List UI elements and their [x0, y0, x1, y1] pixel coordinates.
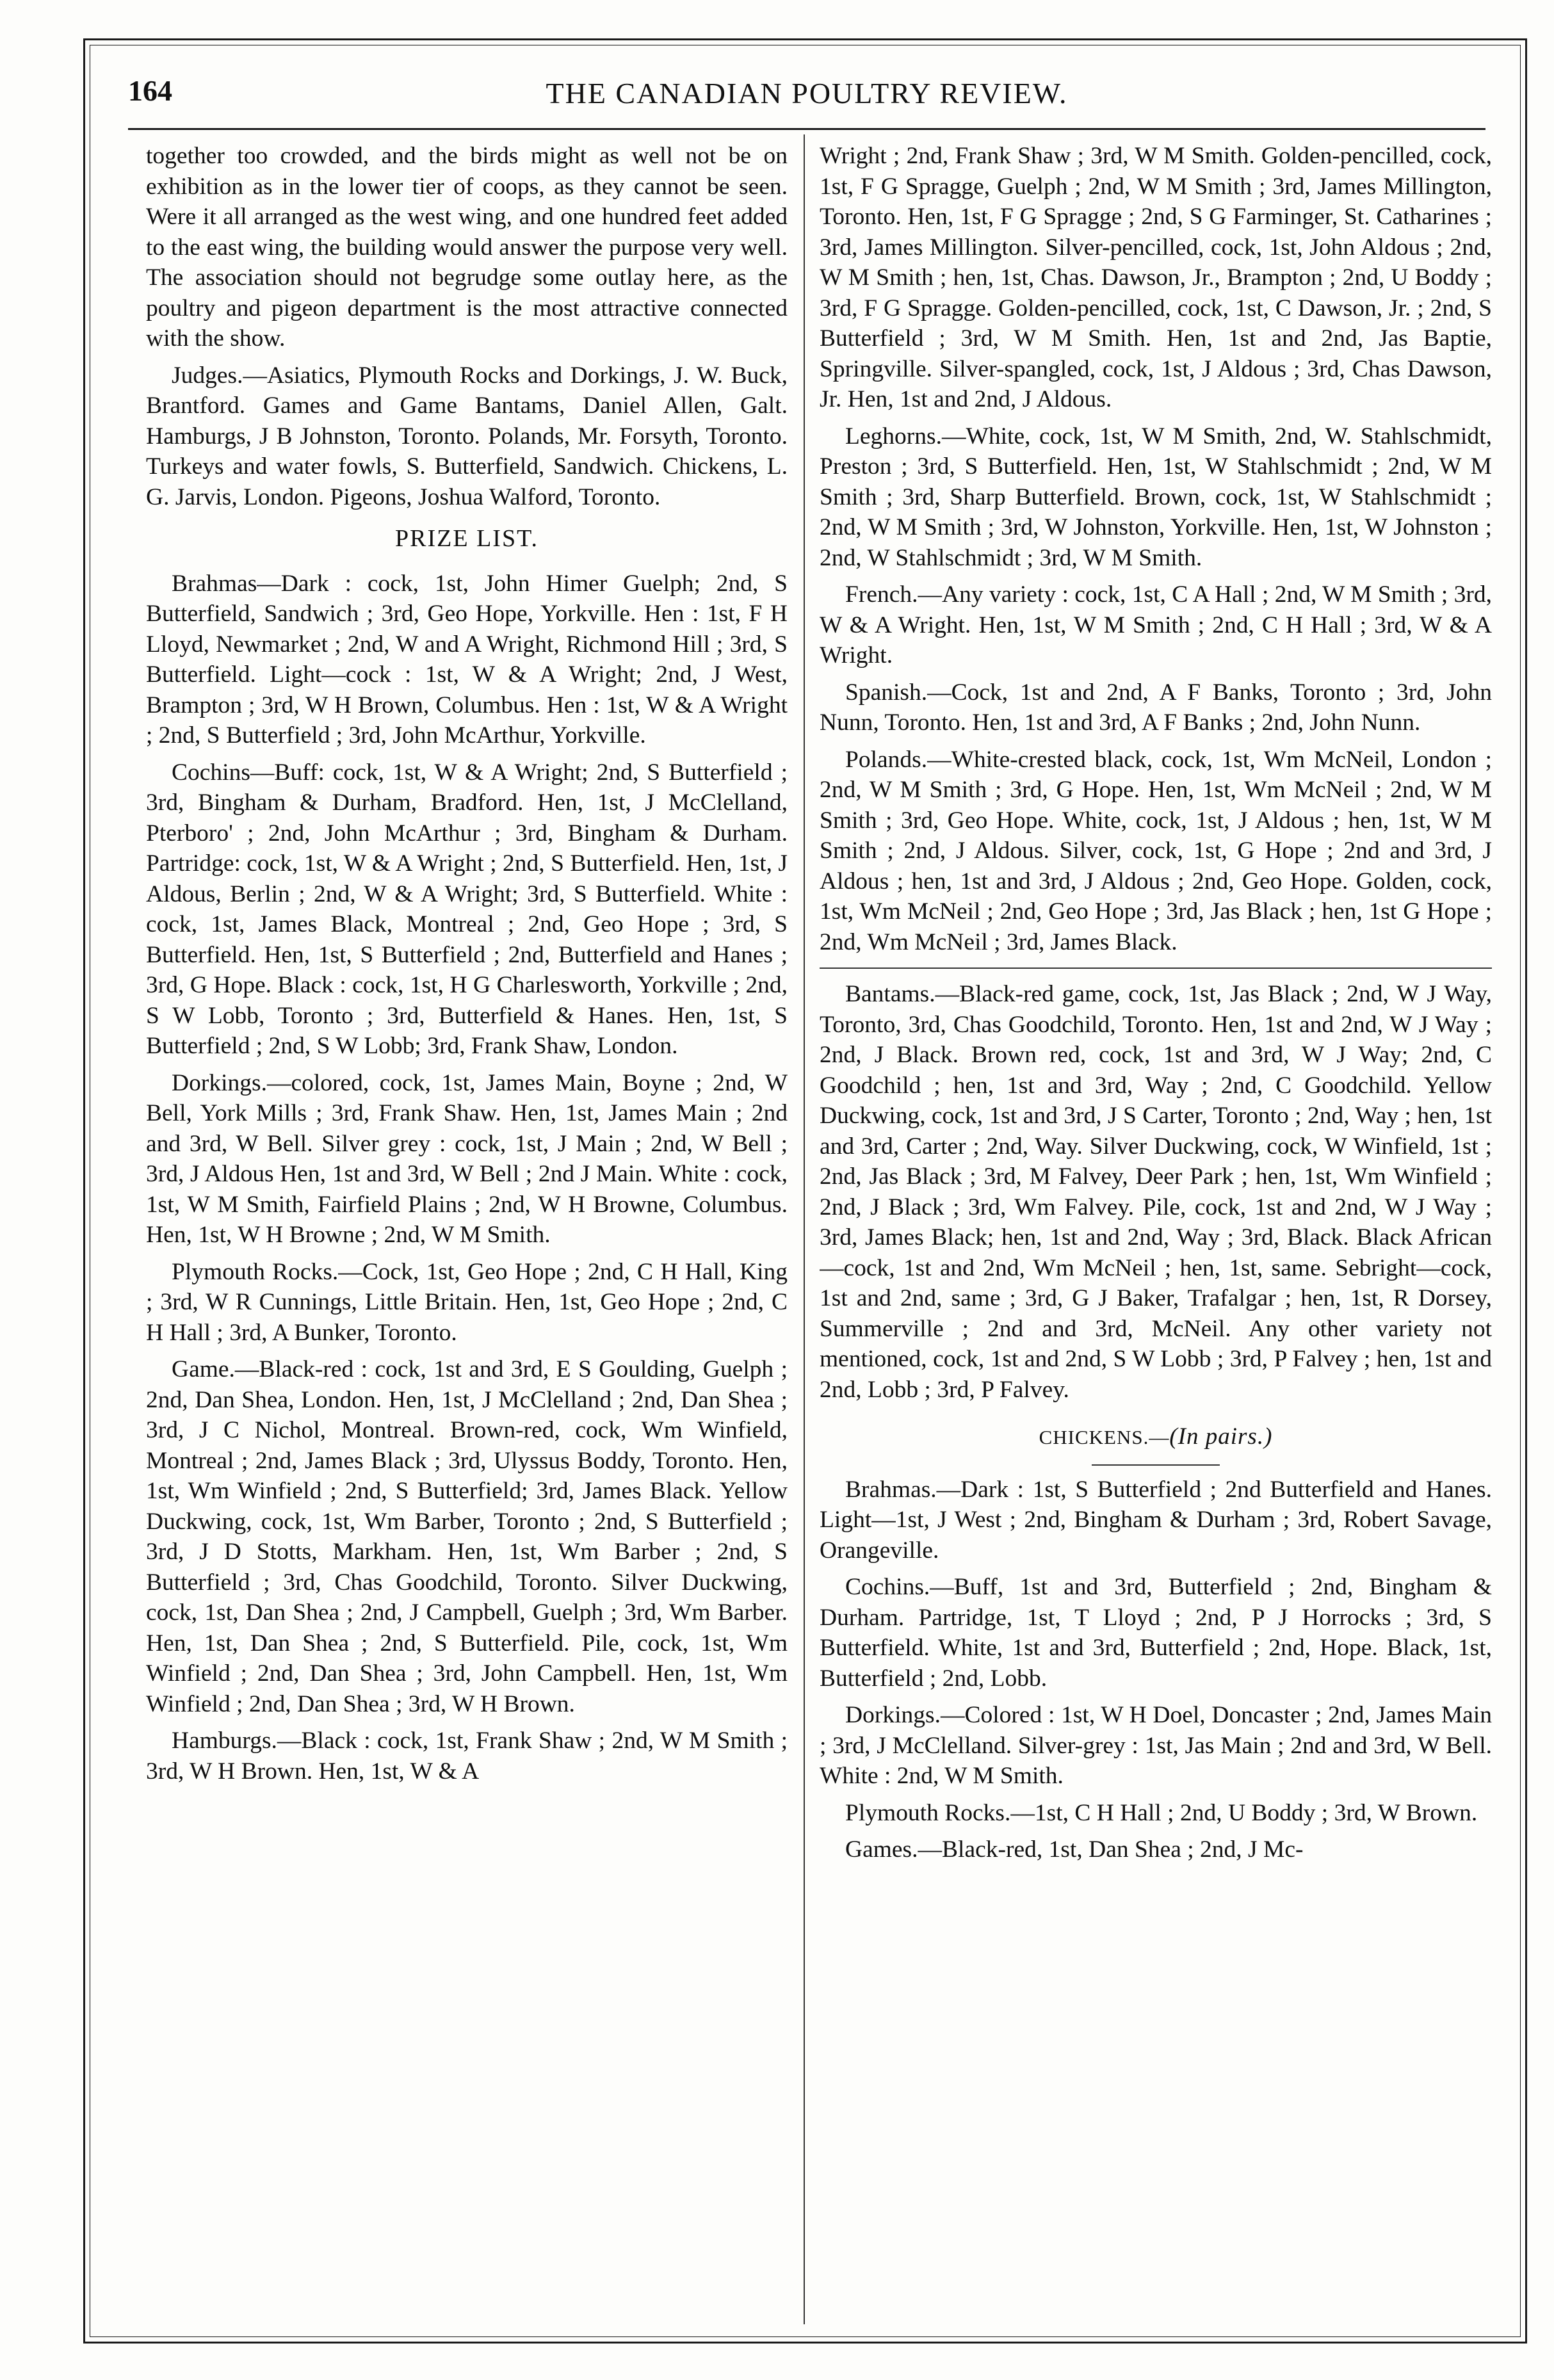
page-header — [128, 67, 1485, 125]
paragraph-chickens-dorkings: Dorkings.—Colored : 1st, W H Doel, Doncaster ; 2nd, James Main ; 3rd, J McClelland. Silver-grey : 1st, Jas Main ; 2nd and 3rd, W Bell. White : 2nd, W M Smith. — [820, 1702, 1492, 1789]
running-title: THE CANADIAN POULTRY REVIEW. — [546, 77, 1068, 109]
paragraph-plymouth-rocks: Plymouth Rocks.—Cock, 1st, Geo Hope ; 2nd, C H Hall, King ; 3rd, W R Cunnings, Little Britain. Hen, 1st, Geo Hope ; 2nd, C H Hall ; 3rd, A Bunker, Toronto. — [146, 1258, 788, 1346]
header-rule — [128, 128, 1485, 130]
left-column — [146, 141, 788, 2331]
paragraph-chickens-cochins: Cochins.—Buff, 1st and 3rd, Butterfield ; 2nd, Bingham & Durham. Partridge, 1st, T Lloyd ; 2nd, P J Horrocks ; 3rd, S Butterfield. White, 1st and 3rd, Butterfield ; 2nd, Hope. Black, 1st, Butterfield ; 2nd, Lobb. — [820, 1574, 1492, 1692]
paragraph-chickens-plymouth-rocks: Plymouth Rocks.—1st, C H Hall ; 2nd, U Boddy ; 3rd, W Brown. — [845, 1799, 1478, 1826]
paragraph-dorkings: Dorkings.—colored, cock, 1st, James Main, Boyne ; 2nd, W Bell, York Mills ; 3rd, Frank Shaw. Hen, 1st, James Main ; 2nd and 3rd, W Bell. Silver grey : cock, 1st, J Main ; 2nd, W Bell ; 3rd, J Aldous Hen, 1st and 3rd, W Bell ; 2nd J Main. White : cock, 1st, W M Smith, Fairfield Plains ; 2nd, W H Browne, Columbus. Hen, 1st, W H Browne ; 2nd, W M Smith. — [146, 1069, 788, 1248]
prize-list-heading: PRIZE LIST. — [395, 525, 538, 552]
right-column — [820, 141, 1492, 2331]
paragraph-hamburgs: Hamburgs.—Black : cock, 1st, Frank Shaw ; 2nd, W M Smith ; 3rd, W H Brown. Hen, 1st, W & A — [146, 1728, 788, 1785]
paragraph-coop-remarks: together too crowded, and the birds might as well not be on exhibition as in the lower tier of coops, as they cannot be seen. Were it all arranged as the west wing, and one hundred feet added to the east wing, the building would answer the purpose very well. The association should not begrudge some outlay here, as the poultry and pigeon department is the most attractive connected with the show. — [146, 143, 788, 352]
paragraph-chickens-games: Games.—Black-red, 1st, Dan Shea ; 2nd, J Mc- — [845, 1836, 1304, 1863]
paragraph-cochins: Cochins—Buff: cock, 1st, W & A Wright; 2nd, S Butterfield ; 3rd, Bingham & Durham, Bradford. Hen, 1st, J McClelland, Pterboro' ; 2nd, John McArthur ; 3rd, Bingham & Durham. Partridge: cock, 1st, W & A Wright ; 2nd, S Butterfield. Hen, 1st, J Aldous, Berlin ; 2nd, W & A Wright; 3rd, S Butterfield. White : cock, 1st, James Black, Montreal ; 2nd, Geo Hope ; 3rd, S Butterfield. Hen, 1st, S Butterfield ; 2nd, Butterfield and Hanes ; 3rd, G Hope. Black : cock, 1st, H G Charlesworth, Yorkville ; 2nd, S W Lobb, Toronto ; 3rd, Butterfield & Hanes. Hen, 1st, S Butterfield ; 2nd, S W Lobb; 3rd, Frank Shaw, London. — [146, 759, 788, 1059]
paragraph-brahmas: Brahmas—Dark : cock, 1st, John Himer Guelph; 2nd, S Butterfield, Sandwich ; 3rd, Geo Hope, Yorkville. Hen : 1st, F H Lloyd, Newmarket ; 2nd, W and A Wright, Richmond Hill ; 3rd, S Butterfield. Light—cock : 1st, W & A Wright; 2nd, J West, Brampton ; 3rd, W H Brown, Columbus. Hen : 1st, W & A Wright ; 2nd, S Butterfield ; 3rd, John McArthur, Yorkville. — [146, 570, 788, 749]
paragraph-polands: Polands.—White-crested black, cock, 1st, Wm McNeil, London ; 2nd, W M Smith ; 3rd, G Hope. Hen, 1st, Wm McNeil ; 2nd, W M Smith ; 3rd, Geo Hope. White, cock, 1st, J Aldous ; hen, 1st, W M Smith ; 2nd, J Aldous. Silver, cock, 1st, G Hope ; 2nd and 3rd, J Aldous ; hen, 1st and 3rd, J Aldous ; 2nd, Geo Hope. Golden, cock, 1st, Wm McNeil ; 2nd, Geo Hope ; 3rd, Jas Black ; hen, 1st G Hope ; 2nd, Wm McNeil ; 3rd, James Black. — [820, 746, 1492, 955]
paragraph-french: French.—Any variety : cock, 1st, C A Hall ; 2nd, W M Smith ; 3rd, W & A Wright. Hen, 1st, W M Smith ; 2nd, C H Hall ; 3rd, W & A Wright. — [820, 581, 1492, 668]
page-number: 164 — [128, 74, 172, 107]
paragraph-hamburgs-continued: Wright ; 2nd, Frank Shaw ; 3rd, W M Smith. Golden-pencilled, cock, 1st, F G Spragge, Guelph ; 2nd, W M Smith ; 3rd, James Millington, Toronto. Hen, 1st, F G Spragge ; 2nd, S G Farminger, St. Catharines ; 3rd, James Millington. Silver-pencilled, cock, 1st, John Aldous ; 2nd, W M Smith ; hen, 1st, Chas. Dawson, Jr., Brampton ; 2nd, U Boddy ; 3rd, F G Spragge. Golden-pencilled, cock, 1st, C Dawson, Jr. ; 2nd, S Butterfield ; 3rd, W M Smith. Hen, 1st and 2nd, Jas Baptie, Springville. Silver-spangled, cock, 1st, J Aldous ; 3rd, Chas Dawson, Jr. Hen, 1st and 2nd, J Aldous. — [820, 143, 1492, 412]
section-rule — [820, 967, 1492, 969]
paragraph-leghorns: Leghorns.—White, cock, 1st, W M Smith, 2nd, W. Stahlschmidt, Preston ; 3rd, S Butterfield. Hen, 1st, W Stahlschmidt ; 2nd, W M Smith ; 3rd, Sharp Butterfield. Brown, cock, 1st, W Stahlschmidt ; 2nd, W M Smith ; 3rd, W Johnston, Yorkville. Hen, 1st, W Johnston ; 2nd, W Stahlschmidt ; 3rd, W M Smith. — [820, 423, 1492, 571]
column-divider — [804, 134, 805, 2324]
paragraph-spanish: Spanish.—Cock, 1st and 2nd, A F Banks, Toronto ; 3rd, John Nunn, Toronto. Hen, 1st and 3rd, A F Banks ; 2nd, John Nunn. — [820, 679, 1492, 736]
chickens-heading-subtitle: (In pairs.) — [1169, 1423, 1273, 1450]
chickens-rule — [1092, 1464, 1220, 1466]
chickens-heading-label: CHICKENS.— — [1039, 1426, 1170, 1448]
paragraph-game: Game.—Black-red : cock, 1st and 3rd, E S Goulding, Guelph ; 2nd, Dan Shea, London. Hen, 1st, J McClelland ; 2nd, Dan Shea ; 3rd, J C Nichol, Montreal. Brown-red, cock, Wm Winfield, Montreal ; 2nd, James Black ; 3rd, Ulyssus Boddy, Toronto. Hen, 1st, Wm Winfield ; 2nd, S Butterfield; 3rd, James Black. Yellow Duckwing, cock, 1st, Wm Barber, Toronto ; 2nd, S Butterfield ; 3rd, J D Stotts, Markham. Hen, 1st, Wm Barber ; 2nd, S Butterfield ; 3rd, Chas Goodchild, Toronto. Silver Duckwing, cock, 1st, Dan Shea ; 2nd, J Campbell, Guelph ; 3rd, Wm Barber. Hen, 1st, Dan Shea ; 2nd, S Butterfield. Pile, cock, 1st, Wm Winfield ; 2nd, Dan Shea ; 3rd, John Campbell. Hen, 1st, Wm Winfield ; 2nd, Dan Shea ; 3rd, W H Brown. — [146, 1356, 788, 1717]
paragraph-bantams: Bantams.—Black-red game, cock, 1st, Jas Black ; 2nd, W J Way, Toronto, 3rd, Chas Goodchild, Toronto. Hen, 1st and 2nd, W J Way ; 2nd, J Black. Brown red, cock, 1st and 3rd, W J Way; 2nd, C Goodchild ; hen, 1st and 3rd, Way ; 2nd, C Goodchild. Yellow Duckwing, cock, 1st and 3rd, J S Carter, Toronto ; 2nd, Way ; hen, 1st and 3rd, Carter ; 2nd, Way. Silver Duckwing, cock, W Winfield, 1st ; 2nd, Jas Black ; 3rd, M Falvey, Deer Park ; hen, 1st, Wm Winfield ; 2nd, J Black ; 3rd, Wm Falvey. Pile, cock, 1st and 2nd, W J Way ; 3rd, James Black; hen, 1st and 2nd, Way ; 3rd, Black. Black African—cock, 1st and 2nd, Wm McNeil ; hen, 1st, same. Sebright—cock, 1st and 2nd, same ; 3rd, G J Baker, Trafalgar ; hen, 1st, R Dorsey, Summerville ; 2nd and 3rd, McNeil. Any other variety not mentioned, cock, 1st and 2nd, S W Lobb ; 3rd, P Falvey ; hen, 1st and 2nd, Lobb ; 3rd, P Falvey. — [820, 981, 1492, 1403]
paragraph-chickens-brahmas: Brahmas.—Dark : 1st, S Butterfield ; 2nd Butterfield and Hanes. Light—1st, J West ; 2nd, Bingham & Durham ; 3rd, Robert Savage, Orangeville. — [820, 1476, 1492, 1564]
chickens-heading — [820, 1421, 1492, 1453]
paragraph-judges: Judges.—Asiatics, Plymouth Rocks and Dorkings, J. W. Buck, Brantford. Games and Game Bantams, Daniel Allen, Galt. Hamburgs, J B Johnston, Toronto. Polands, Mr. Forsyth, Toronto. Turkeys and water fowls, S. Butterfield, Sandwich. Chickens, L. G. Jarvis, London. Pigeons, Joshua Walford, Toronto. — [146, 362, 788, 510]
